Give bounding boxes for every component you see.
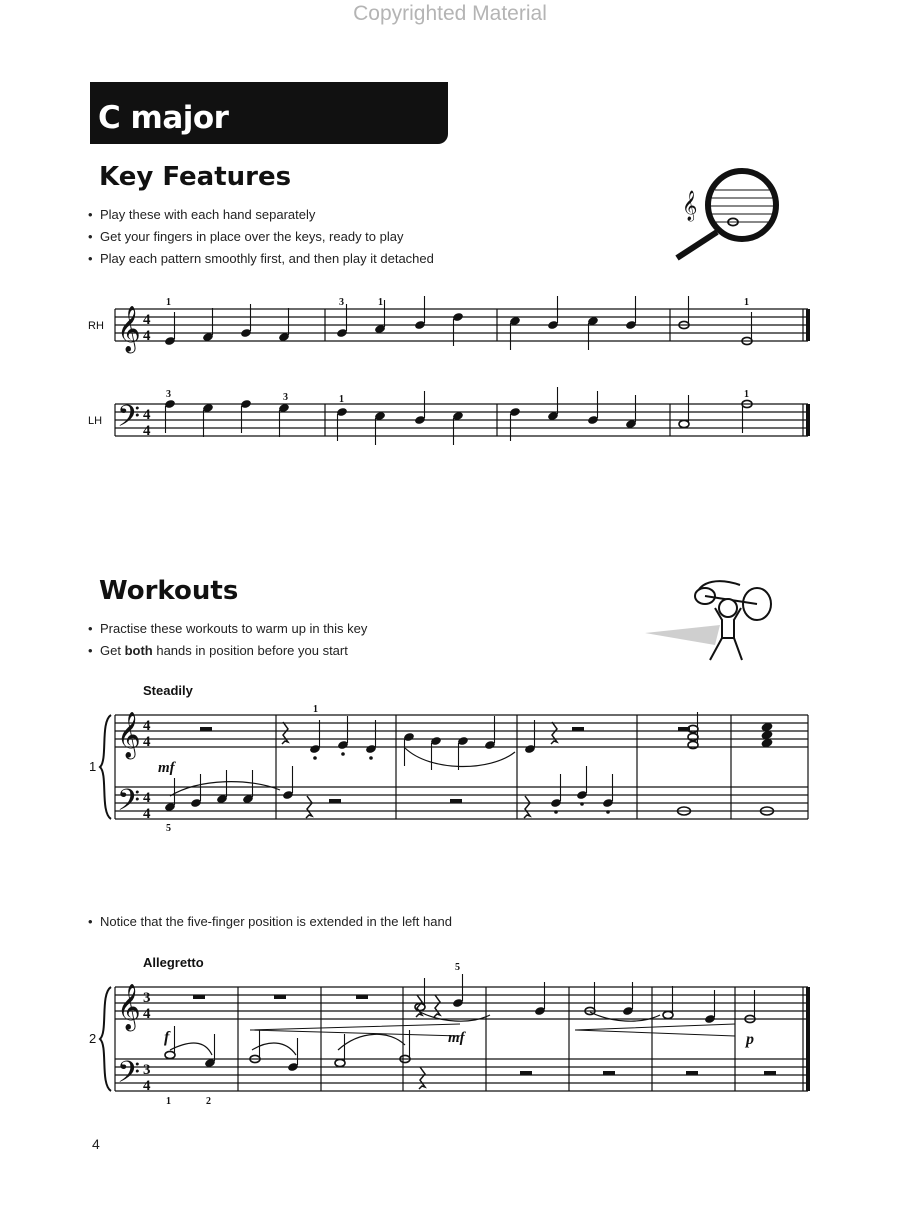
svg-text:4: 4 (143, 328, 151, 344)
svg-text:1: 1 (166, 297, 171, 308)
hairpins (250, 1024, 735, 1036)
rh-staff (115, 309, 808, 341)
svg-text:4: 4 (143, 1078, 151, 1094)
svg-text:4: 4 (143, 407, 151, 423)
bass-clef-icon: 𝄢 (117, 784, 141, 825)
svg-text:2: 2 (206, 1096, 211, 1107)
svg-text:4: 4 (143, 790, 151, 806)
treble-clef-icon: 𝄞 (117, 984, 141, 1030)
svg-text:3: 3 (166, 389, 171, 400)
dynamic-mf: mf (448, 1030, 465, 1046)
hollow-noteheads (165, 321, 774, 1066)
workouts-bullet: • Practise these workouts to warm up in this key (88, 618, 608, 640)
svg-text:1: 1 (339, 394, 344, 405)
time-signatures (143, 312, 151, 1094)
dynamic-p: p (746, 1031, 754, 1048)
svg-text:4: 4 (143, 718, 151, 734)
lh-staff (115, 404, 808, 436)
svg-text:1: 1 (166, 1096, 171, 1107)
key-features-bullet: • Play each pattern smoothly first, and then play it detached (88, 248, 608, 270)
rh-label: RH (88, 320, 104, 332)
svg-text:4: 4 (143, 423, 151, 439)
lh-label: LH (88, 415, 103, 427)
svg-text:4: 4 (143, 734, 151, 750)
svg-text:3: 3 (143, 1062, 151, 1078)
page-number: 4 (92, 1136, 100, 1152)
key-features-heading: Key Features (99, 162, 292, 192)
svg-text:3: 3 (283, 392, 288, 403)
key-features-bullet: • Play these with each hand separately (88, 204, 608, 226)
workouts-bullet-emphasis: both (124, 643, 153, 658)
svg-text:3: 3 (143, 990, 151, 1006)
treble-clef-icon: 𝄞 (117, 306, 141, 352)
svg-text:1: 1 (378, 297, 383, 308)
svg-text:3: 3 (339, 297, 344, 308)
note-bullet: • Notice that the five-finger position is extended in the left hand (88, 911, 688, 933)
staccato-dots (313, 752, 610, 814)
noteheads (164, 312, 773, 812)
bass-clef-icon: 𝄢 (117, 1056, 141, 1097)
magnifying-glass-icon (677, 171, 776, 258)
svg-text:5: 5 (455, 962, 460, 973)
tempo-marking: Steadily (143, 683, 193, 698)
dynamic-mf: mf (158, 760, 175, 776)
weightlifter-icon (645, 581, 771, 660)
svg-text:4: 4 (143, 806, 151, 822)
tempo-marking: Allegretto (143, 955, 204, 970)
section-title: C major (98, 100, 229, 136)
svg-text:4: 4 (143, 312, 151, 328)
workouts-heading: Workouts (99, 576, 239, 606)
svg-text:1: 1 (744, 297, 749, 308)
stems (166, 296, 755, 1065)
workouts-bullet-text: Get (100, 643, 125, 658)
exercise-number: 1 (89, 759, 97, 774)
exercise-number: 2 (89, 1031, 97, 1046)
bass-clef-icon: 𝄢 (117, 400, 141, 441)
svg-text:4: 4 (143, 1006, 151, 1022)
svg-text:1: 1 (313, 704, 318, 715)
svg-text:5: 5 (166, 823, 171, 834)
svg-text:1: 1 (744, 389, 749, 400)
treble-clef-icon: 𝄞 (117, 712, 141, 758)
dynamic-f: f (164, 1029, 170, 1046)
workouts-bullet-text: hands in position before you start (152, 643, 348, 658)
watermark: Copyrighted Material (353, 2, 547, 25)
svg-text:𝄞: 𝄞 (682, 191, 698, 221)
key-features-bullet: • Get your fingers in place over the keys, ready to play (88, 226, 608, 248)
